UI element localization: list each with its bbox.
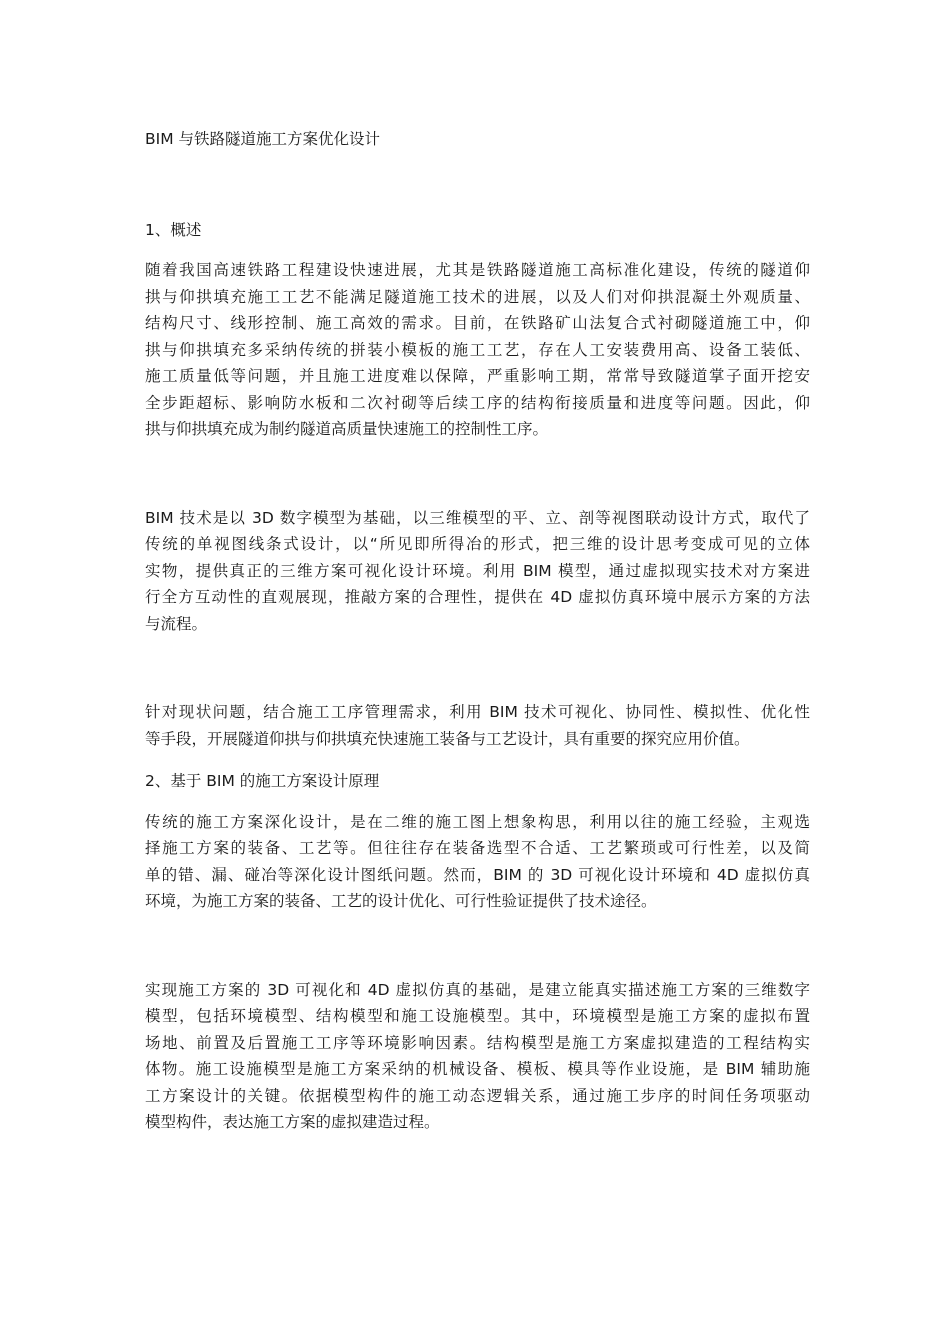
text-line: 模型构件，表达施工方案的虚拟建造过程。 [145, 1113, 440, 1131]
text-line: 模型，包括环境模型、结构模型和施工设施模型。其中，环境模型是施工方案的虚拟布置 [145, 1007, 810, 1025]
paragraph-background [145, 257, 810, 443]
text-line: 场地、前置及后置施工工序等环境影响因素。结构模型是施工方案虚拟建造的工程结构实 [145, 1033, 810, 1052]
document-title: BIM 与铁路隧道施工方案优化设计 [145, 130, 381, 148]
section-heading-overview: 1、概述 [145, 220, 202, 239]
text-line: 针对现状问题，结合施工工序管理需求，利用 BIM 技术可视化、协同性、模拟性、优化性 [145, 703, 810, 721]
text-line: BIM 技术是以 3D 数字模型为基础，以三维模型的平、立、剖等视图联动设计方式，取代了 [145, 508, 810, 527]
text-line: 实现施工方案的 3D 可视化和 4D 虚拟仿真的基础，是建立能真实描述施工方案的三维数字 [145, 980, 810, 999]
paragraph-3d-4d-basis [145, 977, 810, 1136]
text-line: 传统的单视图线条式设计，以“所见即所得冶的形式，把三维的设计思考变成可见的立体 [145, 535, 810, 553]
text-line: 全步距超标、影响防水板和二次衬砌等后续工序的结构衔接质量和进度等问题。因此，仰 [145, 393, 810, 412]
text-line: 单的错、漏、碰冶等深化设计图纸问题。然而，BIM 的 3D 可视化设计环境和 4D 虚拟仿真 [145, 865, 810, 884]
text-line: 等手段，开展隧道仰拱与仰拱填充快速施工装备与工艺设计，具有重要的探究应用价值。 [145, 729, 750, 748]
text-line: 结构尺寸、线形控制、施工高效的需求。目前，在铁路矿山法复合式衬砌隧道施工中，仰 [145, 314, 810, 332]
text-line: 施工质量低等问题，并且施工进度难以保障，严重影响工期，常常导致隧道掌子面开挖安 [145, 367, 810, 385]
text-line: 行全方互动性的直观展现，推敲方案的合理性，提供在 4D 虚拟仿真环境中展示方案的方法 [145, 588, 810, 606]
text-line: 拱与仰拱填充成为制约隧道高质量快速施工的控制性工序。 [145, 420, 549, 438]
paragraph-traditional-design [145, 809, 810, 915]
text-line: 择施工方案的装备、工艺等。但往往存在装备选型不合适、工艺繁琐或可行性差，以及简 [145, 839, 810, 857]
text-line: 环境，为施工方案的装备、工艺的设计优化、可行性验证提供了技术途径。 [145, 892, 657, 910]
text-line: 随着我国高速铁路工程建设快速进展，尤其是铁路隧道施工高标准化建设，传统的隧道仰 [145, 261, 810, 279]
section-heading-bim-principle: 2、基于 BIM 的施工方案设计原理 [145, 772, 380, 790]
text-line: 拱与仰拱填充施工工艺不能满足隧道施工技术的进展，以及人们对仰拱混凝土外观质量、 [145, 287, 810, 306]
text-line: 工方案设计的关键。依据模型构件的施工动态逻辑关系，通过施工步序的时间任务项驱动 [145, 1086, 810, 1105]
text-line: 体物。施工设施模型是施工方案采纳的机械设备、模板、模具等作业设施，是 BIM 辅助施 [145, 1060, 810, 1078]
text-line: 与流程。 [145, 614, 208, 633]
text-line: 拱与仰拱填充多采纳传统的拼装小模板的施工工艺，存在人工安装费用高、设备工装低、 [145, 340, 810, 359]
paragraph-current-issues [145, 699, 810, 752]
document-body [145, 126, 810, 1152]
text-line: 实物，提供真正的三维方案可视化设计环境。利用 BIM 模型，通过虚拟现实技术对方案进 [145, 561, 810, 580]
paragraph-bim-technology [145, 505, 810, 638]
text-line: 传统的施工方案深化设计，是在二维的施工图上想象构思，利用以往的施工经验，主观选 [145, 812, 810, 831]
